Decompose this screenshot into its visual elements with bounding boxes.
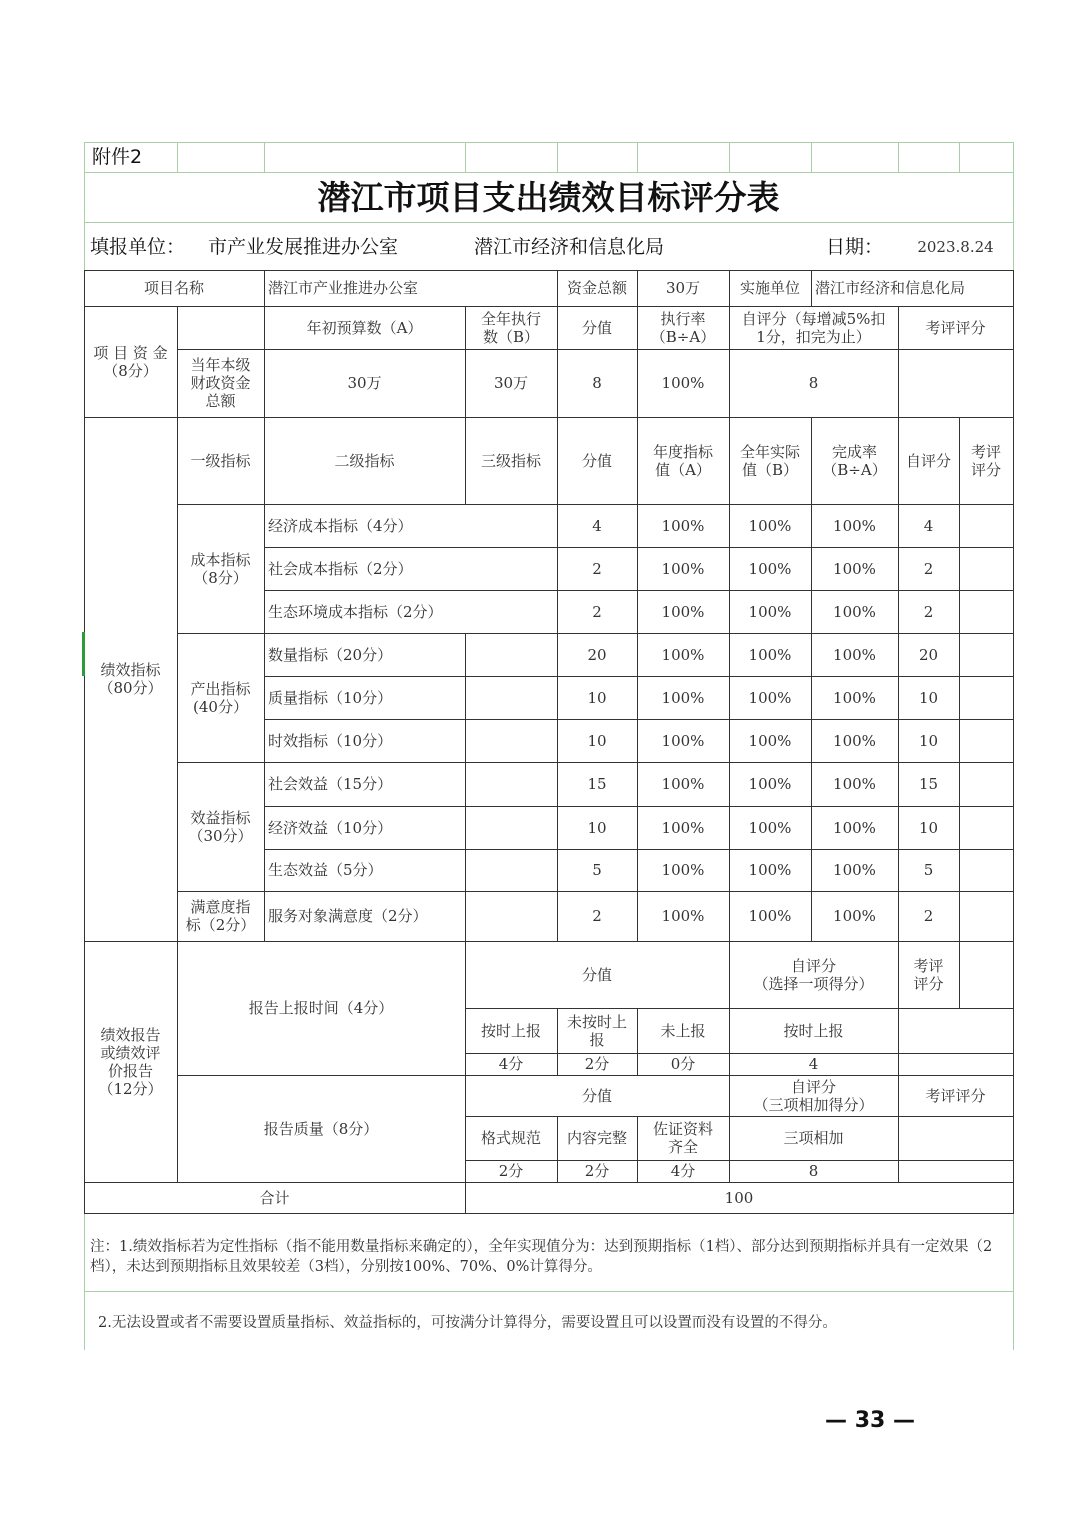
date-label: 日期： [825,236,883,258]
indicator-score: 10 [587,818,607,837]
project-name-label: 项目名称 [143,279,204,297]
h-self: 自评分（每增减5%扣 1分，扣完为止） [741,309,886,346]
org-name: 潜江市经济和信息化局 [474,236,665,258]
level2-indicator: 时效指标（10分） [268,731,393,750]
indicator-target: 100% [661,818,705,837]
time-choice: 按时上报 [783,1021,844,1040]
grid-line [898,142,899,172]
grid-line [959,142,960,172]
indicator-score: 5 [592,861,602,879]
score-value: 8 [592,374,602,392]
time-score-header: 分值 [581,965,612,984]
level2-indicator: 生态效益（5分） [268,861,383,879]
attachment-label: 附件2 [92,146,143,168]
indicator-self: 10 [918,731,939,750]
indicator-score: 2 [592,907,602,925]
page-title: 潜江市项目支出绩效目标评分表 [317,178,780,217]
h-review: 考评评分 [925,318,986,337]
indicator-self: 20 [918,645,939,664]
grid-line [264,142,265,172]
indicator-score: 15 [587,775,607,793]
content-points: 2分 [584,1162,610,1180]
group-label: 效益指标 （30分） [188,808,253,845]
impl-unit-value: 潜江市经济和信息化局 [815,279,966,297]
quality-score-header: 分值 [581,1086,612,1105]
grid-line [1013,1213,1014,1350]
indicator-score: 10 [587,731,607,750]
indicator-completion: 100% [833,731,876,750]
indicator-target: 100% [661,907,705,925]
h-level1: 一级指标 [190,451,251,470]
group-label: 成本指标 （8分） [190,550,251,587]
late-points: 2分 [584,1055,610,1073]
quality-self-score: 8 [808,1162,819,1180]
self-value: 8 [808,374,819,392]
indicator-score: 4 [592,516,602,535]
indicator-self: 15 [918,775,939,793]
grid-line [84,222,1014,223]
indicator-target: 100% [661,645,705,664]
project-name-value: 潜江市产业推进办公室 [268,279,419,297]
h-perf-score: 分值 [581,451,612,470]
indicator-completion: 100% [833,907,876,925]
on-time-points: 4分 [498,1055,524,1073]
indicator-actual: 100% [748,516,792,535]
indicator-target: 100% [661,559,705,578]
content-item: 内容完整 [566,1129,627,1147]
h-perf-self: 自评分 [905,451,951,470]
indicator-actual: 100% [748,602,792,621]
format-item: 格式规范 [480,1129,541,1147]
indicator-actual: 100% [748,775,792,793]
indicator-score: 2 [592,559,602,578]
indicator-completion: 100% [833,861,876,879]
indicator-target: 100% [661,602,705,621]
h-perf-review: 考评 评分 [970,442,1001,479]
indicator-self: 2 [923,907,934,925]
indicator-actual: 100% [748,907,792,925]
indicator-target: 100% [661,775,705,793]
h-actual: 全年实际 值（B） [739,442,800,479]
note-1: 注：1.绩效指标若为定性指标（指不能用数量指标来确定的），全年实现值分为：达到预期指标（1档）、部分达到预期指标并具有一定效果（2档），未达到预期指标且效果较差（3档），分别按100%、70%、0%计算得分。 [90,1239,993,1275]
h-level3: 三级指标 [480,451,541,470]
unit-label: 填报单位： [90,236,186,258]
indicator-self: 10 [918,688,939,707]
h-target: 年度指标 值（A） [652,442,713,479]
indicator-target: 100% [661,688,705,707]
none-option: 未上报 [660,1021,706,1040]
indicator-completion: 100% [833,516,876,535]
report-section-label: 绩效报告 或绩效评 价报告 （12分） [98,1025,163,1098]
level2-indicator: 经济效益（10分） [268,818,393,837]
indicator-actual: 100% [748,559,792,578]
indicator-target: 100% [661,731,705,750]
indicator-actual: 100% [748,818,792,837]
budget-value: 30万 [347,374,382,392]
indicator-target: 100% [661,861,705,879]
grid-line [465,142,466,172]
none-points: 0分 [670,1055,696,1073]
impl-unit-label: 实施单位 [739,279,800,297]
report-time-label: 报告上报时间（4分） [248,999,394,1017]
indicator-self: 2 [923,602,934,621]
grid-line [811,142,812,172]
grid-line [84,142,85,172]
level2-indicator: 生态环境成本指标（2分） [268,602,443,621]
group-label: 产出指标 (40分） [190,679,251,716]
h-budget: 年初预算数（A） [306,318,423,337]
grid-line [1013,172,1014,270]
indicator-self: 2 [923,559,934,578]
quality-review-header: 考评评分 [925,1086,986,1105]
level2-indicator: 经济成本指标（4分） [268,516,413,535]
grid-line [1013,142,1014,172]
grid-line [84,1291,1014,1292]
level2-indicator: 服务对象满意度（2分） [268,907,428,925]
indicator-actual: 100% [748,645,792,664]
page-number: — 33 — [825,1408,915,1433]
h-level2: 二级指标 [334,451,395,470]
indicator-score: 2 [592,602,602,621]
quality-self-header: 自评分 （三项相加得分） [753,1077,874,1114]
indicator-self: 10 [918,818,939,837]
time-review-header: 考评 评分 [913,956,944,993]
perf-section-label: 绩效指标 （80分） [98,661,163,697]
indicator-completion: 100% [833,775,876,793]
level2-indicator: 社会成本指标（2分） [268,559,413,578]
time-self-score: 4 [808,1055,819,1073]
exec-value: 30万 [493,374,529,392]
group-label: 满意度指 标（2分） [185,898,256,934]
level2-indicator: 质量指标（10分） [268,688,393,707]
indicator-actual: 100% [748,688,792,707]
funds-section-label: 项 目 资 金 （8分） [93,343,168,380]
report-quality-label: 报告质量（8分） [263,1119,379,1138]
h-score: 分值 [581,318,612,337]
funds-row-label: 当年本级 财政资金 总额 [190,356,251,410]
level2-indicator: 数量指标（20分） [268,645,393,664]
level2-indicator: 社会效益（15分） [268,775,393,793]
grid-line [1013,270,1014,1213]
date-value: 2023.8.24 [917,238,994,256]
indicator-completion: 100% [833,602,876,621]
quality-method: 三项相加 [783,1129,844,1147]
total-label: 合计 [259,1188,290,1207]
h-completion: 完成率 （B÷A） [822,442,887,479]
grid-line [84,1213,1014,1214]
rate-value: 100% [661,374,705,392]
indicator-completion: 100% [833,818,876,837]
unit-value: 市产业发展推进办公室 [208,236,399,258]
note-2: 2.无法设置或者不需要设置质量指标、效益指标的，可按满分计算得分，需要设置且可以设置而没有设置的不得分。 [98,1315,837,1331]
h-exec: 全年执行 数（B） [480,309,541,346]
indicator-target: 100% [661,516,705,535]
grid-line [557,142,558,172]
indicator-completion: 100% [833,688,876,707]
format-points: 2分 [498,1162,524,1180]
evidence-points: 4分 [670,1162,696,1180]
indicator-completion: 100% [833,645,876,664]
h-rate: 执行率 （B÷A） [650,309,716,346]
fund-total-value: 30万 [665,279,701,297]
grid-line [959,941,960,1008]
grid-line [637,142,638,172]
fund-total-label: 资金总额 [566,279,627,297]
indicator-self: 5 [923,861,934,879]
indicator-completion: 100% [833,559,876,578]
total-value: 100 [724,1188,754,1207]
indicator-actual: 100% [748,861,792,879]
indicator-self: 4 [923,516,934,535]
grid-line [729,142,730,172]
grid-line [84,142,1014,143]
time-self-header: 自评分 （选择一项得分） [753,956,874,993]
grid-line [84,172,1014,173]
on-time-option: 按时上报 [480,1021,541,1040]
late-option: 未按时上 报 [566,1012,627,1049]
indicator-actual: 100% [748,731,792,750]
indicator-score: 10 [587,688,607,707]
evidence-item: 佐证资料 齐全 [652,1120,713,1156]
grid-line [84,1213,85,1350]
indicator-score: 20 [587,645,607,664]
